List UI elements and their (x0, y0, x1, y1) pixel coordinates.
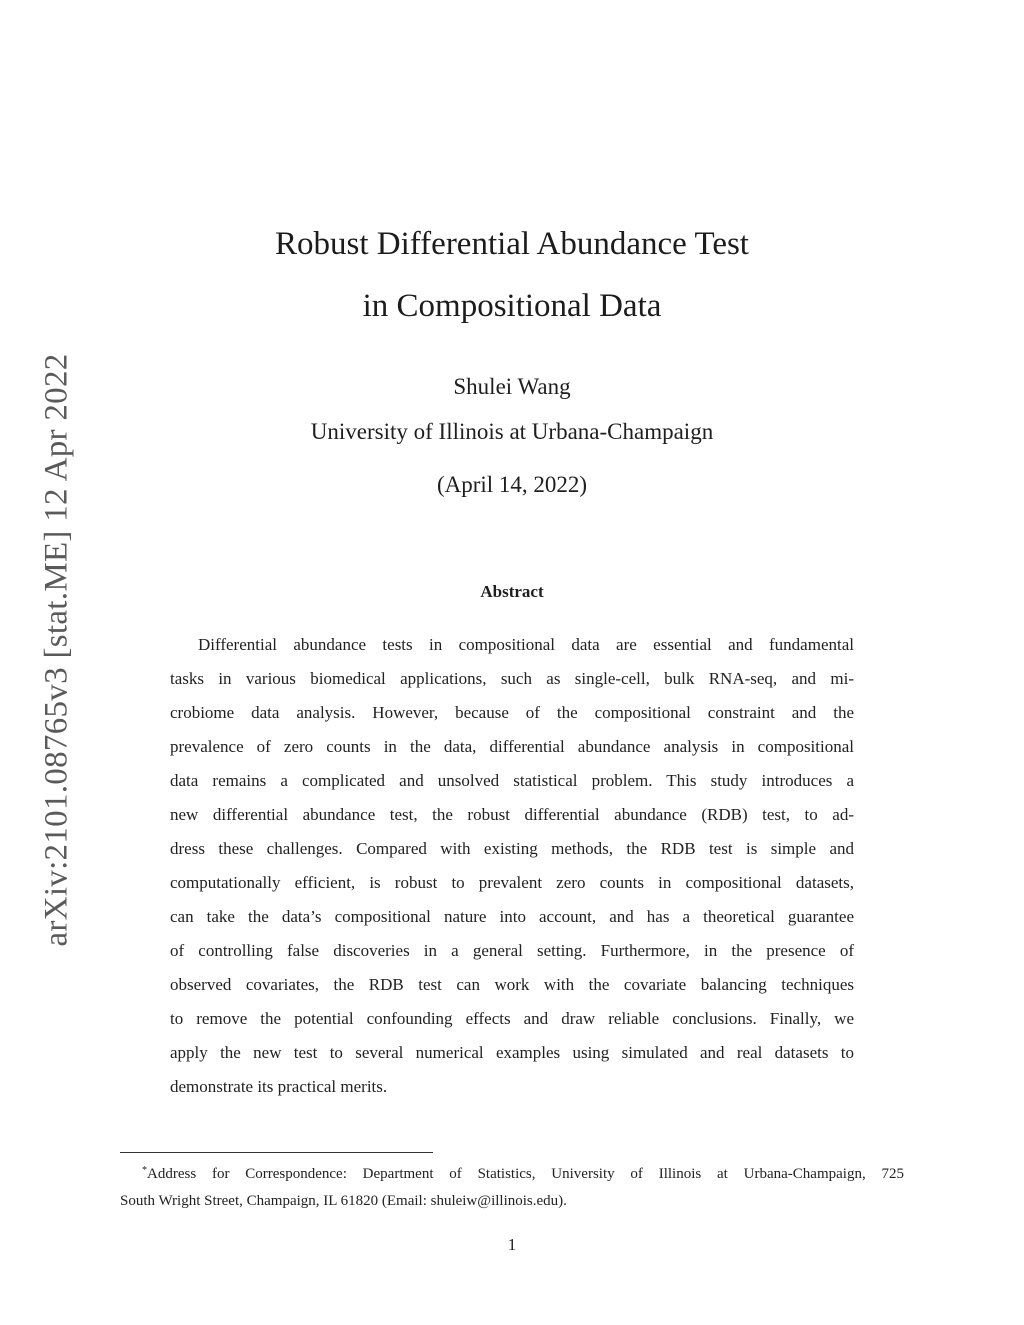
abstract-body (170, 628, 854, 1104)
abstract-line: dress these challenges. Compared with existing methods, the RDB test is simple and (170, 839, 854, 858)
page-number: 1 (507, 1235, 517, 1254)
abstract-line: apply the new test to several numerical examples using simulated and real datasets to (170, 1043, 854, 1062)
abstract-line: computationally efficient, is robust to prevalent zero counts in compositional datasets, (170, 873, 854, 892)
footnote-line: South Wright Street, Champaign, IL 61820 (Email: shuleiw@illinois.edu). (120, 1193, 567, 1209)
footnote-line (120, 1156, 904, 1186)
paper-title-line-2: in Compositional Data (362, 288, 662, 324)
abstract-line: crobiome data analysis. However, because of the compositional constraint and the (170, 703, 854, 722)
abstract-heading: Abstract (480, 582, 544, 601)
paper-title-line-1: Robust Differential Abundance Test (275, 226, 749, 262)
abstract-line: Differential abundance tests in compositional data are essential and fundamental (198, 635, 854, 654)
correspondence-footnote (120, 1156, 904, 1216)
author-name: Shulei Wang (453, 374, 571, 399)
footnote-marker: * (142, 1165, 147, 1176)
abstract-line: demonstrate its practical merits. (170, 1077, 388, 1096)
footnote-text: Address for Correspondence: Department of Statistics, University of Illinois at Urbana-Champaign, 725 (147, 1166, 904, 1182)
arxiv-identifier: arXiv:2101.08765v3 [stat.ME] 12 Apr 2022 (38, 353, 75, 947)
abstract-line: observed covariates, the RDB test can work with the covariate balancing techniques (170, 975, 854, 994)
abstract-line: data remains a complicated and unsolved statistical problem. This study introduces a (170, 771, 854, 790)
abstract-line: tasks in various biomedical applications, such as single-cell, bulk RNA-seq, and mi- (170, 669, 854, 688)
paper-date: (April 14, 2022) (436, 472, 588, 497)
abstract-line: to remove the potential confounding effects and draw reliable conclusions. Finally, we (170, 1009, 854, 1028)
footnote-divider (120, 1152, 433, 1153)
abstract-line: of controlling false discoveries in a general setting. Furthermore, in the presence of (170, 941, 854, 960)
author-affiliation: University of Illinois at Urbana-Champaign (310, 419, 714, 444)
abstract-line: prevalence of zero counts in the data, differential abundance analysis in compositional (170, 737, 854, 756)
abstract-line: can take the data’s compositional nature into account, and has a theoretical guarantee (170, 907, 854, 926)
abstract-line: new differential abundance test, the robust differential abundance (RDB) test, to ad- (170, 805, 854, 824)
